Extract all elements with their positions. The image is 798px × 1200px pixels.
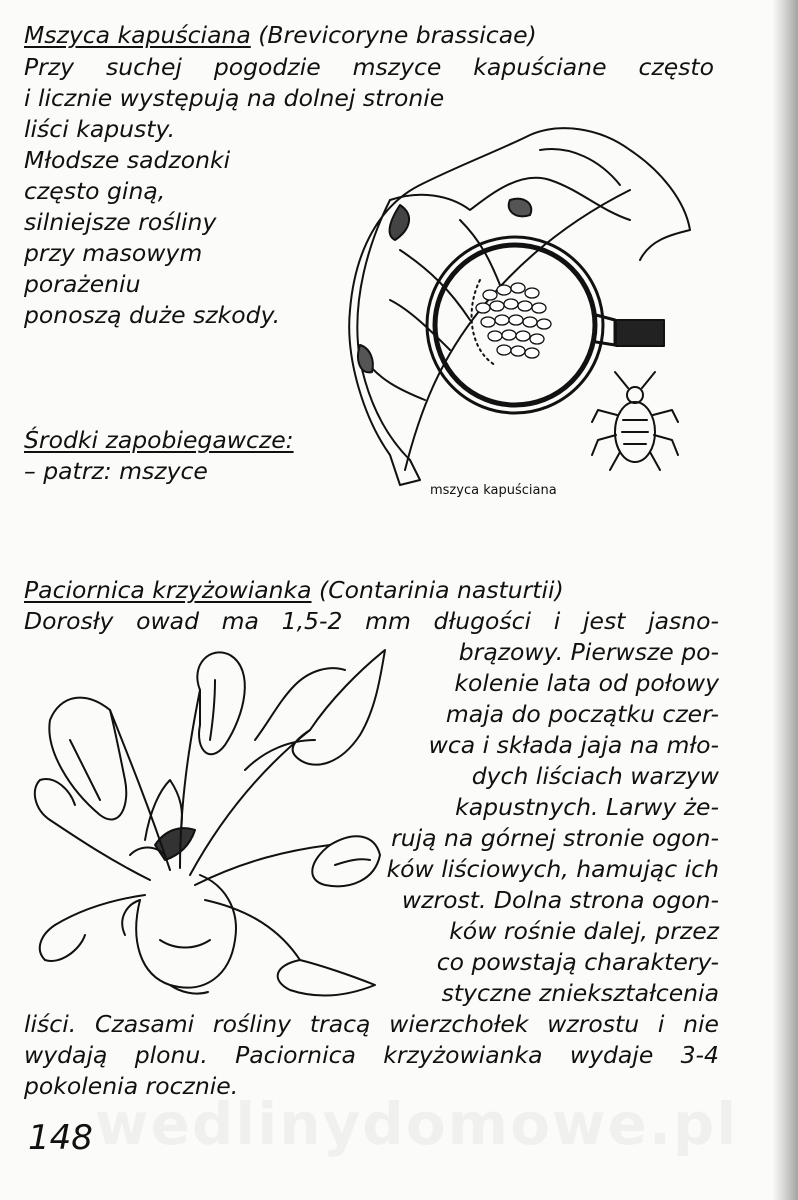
- kohlrabi-illustration: [30, 640, 400, 1010]
- prevention-heading: Środki zapobiegawcze:: [24, 426, 294, 454]
- section2-line-9: ków liściowych, hamując ich: [386, 855, 719, 883]
- section1-heading: [24, 20, 537, 50]
- section2-line-6: dych liściach warzyw: [471, 762, 719, 790]
- section2-line-7: kapustnych. Larwy że-: [455, 793, 719, 821]
- section2-line-16: pokolenia rocznie.: [24, 1072, 239, 1100]
- section1-line-2: i licznie występują na dolnej stronie: [24, 84, 445, 112]
- section2-line-8: rują na górnej stronie ogon-: [391, 824, 719, 852]
- section2-line-11: ków rośnie dalej, przez: [449, 917, 719, 945]
- section1-line-6: silniejsze rośliny: [24, 208, 217, 236]
- section2-latin-name: (Contarinia nasturtii): [319, 576, 564, 604]
- section2-line-10: wzrost. Dolna strona ogon-: [401, 886, 719, 914]
- section2-heading: [24, 575, 564, 605]
- section2-line-15: wydają plonu. Paciornica krzyżowianka wydaje 3-4: [24, 1041, 719, 1069]
- section2-line-4: maja do początku czer-: [445, 700, 719, 728]
- section1-line-3: liści kapusty.: [24, 115, 176, 143]
- book-spine-shadow: [772, 0, 798, 1200]
- section1-line-5: często giną,: [24, 177, 166, 205]
- cabbage-aphid-illustration: [330, 110, 700, 500]
- section2-line-3: kolenie lata od połowy: [454, 669, 719, 697]
- section1-line-9: ponoszą duże szkody.: [24, 301, 281, 329]
- section2-line-12: co powstają charaktery-: [436, 948, 719, 976]
- section2-title: Paciornica krzyżowianka: [24, 576, 312, 604]
- prevention-text: – patrz: mszyce: [24, 457, 208, 485]
- section2-line-13: styczne zniekształcenia: [441, 979, 719, 1007]
- section1-line-7: przy masowym: [24, 239, 203, 267]
- section1-line-1: Przy suchej pogodzie mszyce kapuściane często: [24, 53, 714, 81]
- section2-line-14: liści. Czasami rośliny tracą wierzchołek wzrostu i nie: [24, 1010, 719, 1038]
- page-number: 148: [28, 1118, 93, 1158]
- section2-line-2: brązowy. Pierwsze po-: [458, 638, 719, 666]
- section1-latin-name: (Brevicoryne brassicae): [258, 21, 537, 49]
- section2-line-1: Dorosły owad ma 1,5-2 mm długości i jest jasno-: [24, 607, 719, 635]
- section1-line-4: Młodsze sadzonki: [24, 146, 231, 174]
- illustration-caption: mszyca kapuściana: [430, 483, 557, 498]
- section2-line-5: wca i składa jaja na mło-: [428, 731, 719, 759]
- section1-line-8: porażeniu: [24, 270, 141, 298]
- section1-title: Mszyca kapuściana: [24, 21, 251, 49]
